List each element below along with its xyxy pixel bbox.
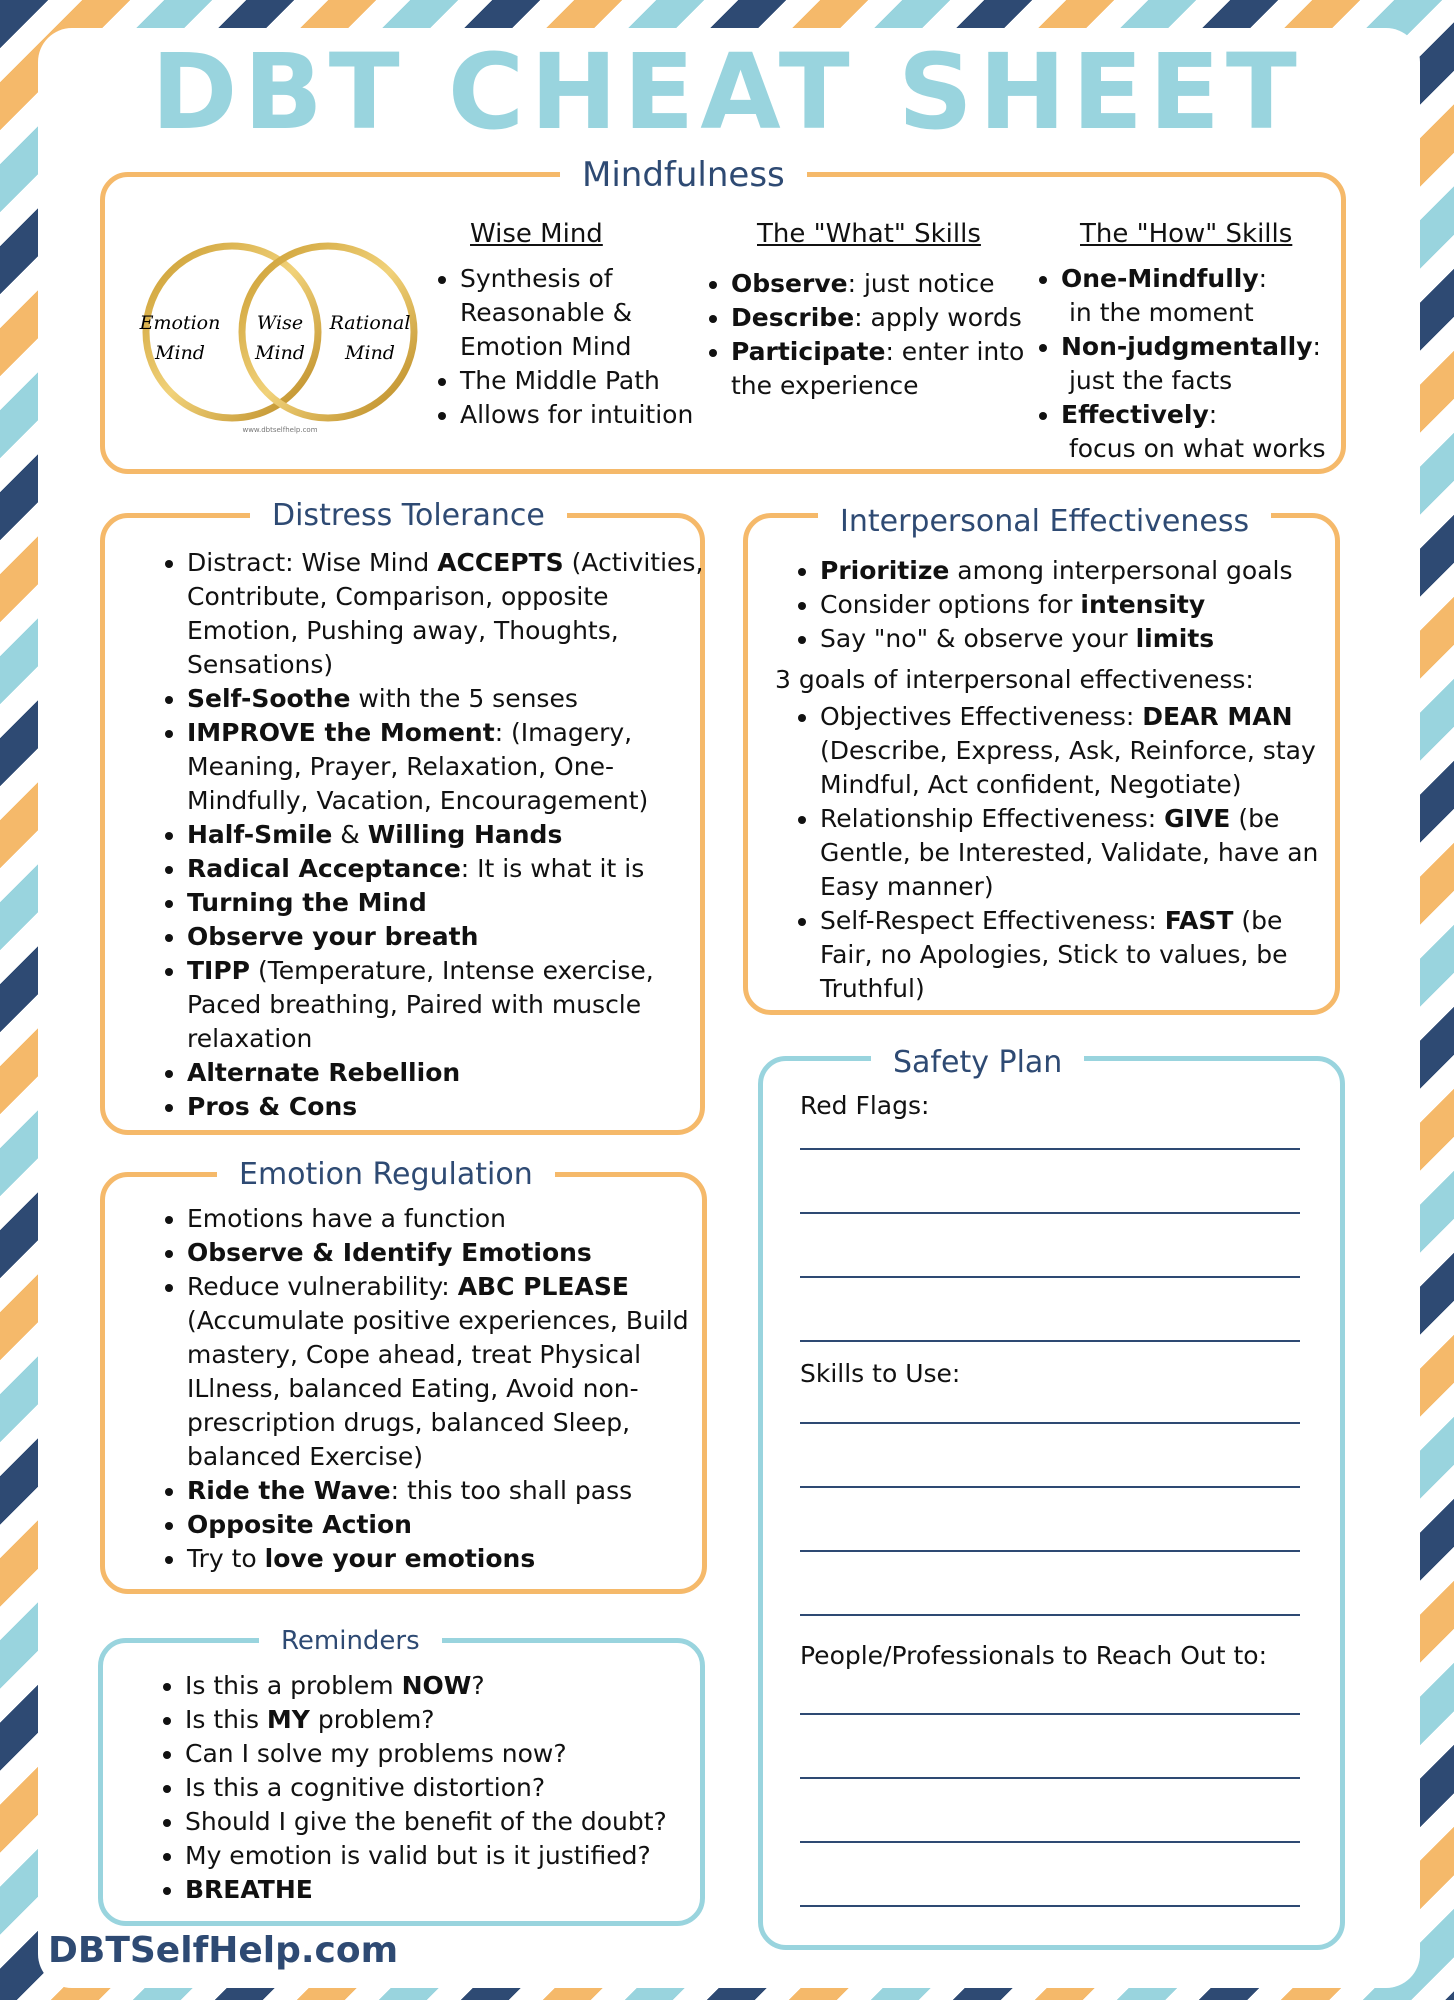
write-line[interactable] (800, 1713, 1300, 1715)
skills-label: Skills to Use: (800, 1359, 961, 1388)
list-item: • Is this a problem NOW? (185, 1669, 715, 1703)
emotion-regulation-box (100, 1157, 707, 1594)
reminders-list (155, 1669, 715, 1907)
list-item: • Participate: enter into the experience (731, 335, 1051, 403)
wise-mind-heading: Wise Mind (470, 219, 603, 249)
people-lines[interactable] (800, 1713, 1300, 1969)
goals-label: 3 goals of interpersonal effectiveness: (775, 665, 1254, 694)
emotion-list (157, 1202, 712, 1576)
venn-middle-2: Mind (255, 342, 305, 364)
list-item: • IMPROVE the Moment: (Imagery, Meaning, Prayer, Relaxation, One-Mindfully, Vacation, Encouragement) (187, 716, 712, 818)
write-line[interactable] (800, 1212, 1300, 1214)
write-line[interactable] (800, 1777, 1300, 1779)
write-line[interactable] (800, 1614, 1300, 1616)
venn-right-2: Mind (345, 342, 395, 364)
people-label: People/Professionals to Reach Out to: (800, 1641, 1268, 1670)
how-skills-list (1031, 262, 1381, 466)
list-item: • Opposite Action (187, 1508, 712, 1542)
list-item: • The Middle Path (460, 364, 760, 398)
wise-mind-venn-icon (135, 237, 425, 437)
list-item: • Effectively: focus on what works (1061, 398, 1381, 466)
red-flags-label: Red Flags: (800, 1091, 930, 1120)
how-skills-heading: The "How" Skills (1080, 219, 1293, 249)
venn-left-1: Emotion (139, 312, 221, 334)
list-item: • Observe & Identify Emotions (187, 1236, 712, 1270)
list-item: • One-Mindfully: in the moment (1061, 262, 1381, 330)
interpersonal-list (790, 554, 1350, 656)
list-item: • Pros & Cons (187, 1090, 712, 1124)
list-item: • Is this MY problem? (185, 1703, 715, 1737)
list-item: • Say "no" & observe your limits (820, 622, 1350, 656)
write-line[interactable] (800, 1148, 1300, 1150)
goals-list (790, 700, 1335, 1006)
list-item: • Can I solve my problems now? (185, 1737, 715, 1771)
write-line[interactable] (800, 1841, 1300, 1843)
list-item: • Ride the Wave: this too shall pass (187, 1474, 712, 1508)
list-item: • Observe: just notice (731, 267, 1051, 301)
write-line[interactable] (800, 1340, 1300, 1342)
list-item: • Half-Smile & Willing Hands (187, 818, 712, 852)
mindfulness-title: Mindfulness (560, 155, 807, 195)
list-item: • Observe your breath (187, 920, 712, 954)
list-item: • Non-judgmentally: just the facts (1061, 330, 1381, 398)
list-item: • Consider options for intensity (820, 588, 1350, 622)
safety-plan-box (758, 1045, 1345, 1950)
interpersonal-title: Interpersonal Effectiveness (818, 502, 1271, 542)
list-item: • Synthesis of Reasonable & Emotion Mind (460, 262, 760, 364)
list-item: • BREATHE (185, 1873, 715, 1907)
list-item: • Objectives Effectiveness: DEAR MAN (Describe, Express, Ask, Reinforce, stay Mindful, Act confident, Negotiate) (820, 700, 1335, 802)
write-line[interactable] (800, 1905, 1300, 1907)
distress-tolerance-title: Distress Tolerance (250, 496, 567, 536)
venn-right-1: Rational (329, 312, 411, 334)
venn-left-2: Mind (155, 342, 205, 364)
list-item: • Allows for intuition (460, 398, 760, 432)
safety-plan-title: Safety Plan (871, 1043, 1084, 1083)
write-line[interactable] (800, 1422, 1300, 1424)
list-item: • Emotions have a function (187, 1202, 712, 1236)
venn-watermark: www.dbtselfhelp.com (242, 426, 318, 434)
list-item: • Reduce vulnerability: ABC PLEASE (Accumulate positive experiences, Build mastery, Cope ahead, treat Physical ILlness, balanced Eating, Avoid non-prescription drugs, balanced Sleep, balanced Exercise) (187, 1270, 712, 1474)
mindfulness-box (100, 155, 1346, 474)
emotion-regulation-title: Emotion Regulation (217, 1155, 555, 1195)
venn-middle-1: Wise (256, 312, 304, 334)
skills-lines[interactable] (800, 1422, 1300, 1678)
list-item: • Alternate Rebellion (187, 1056, 712, 1090)
what-skills-heading: The "What" Skills (757, 219, 981, 249)
what-skills-list (701, 267, 1051, 403)
list-item: • Describe: apply words (731, 301, 1051, 335)
list-item: • Turning the Mind (187, 886, 712, 920)
write-line[interactable] (800, 1486, 1300, 1488)
list-item: • Should I give the benefit of the doubt? (185, 1805, 715, 1839)
list-item: • TIPP (Temperature, Intense exercise, Paced breathing, Paired with muscle relaxation (187, 954, 712, 1056)
list-item: • Self-Soothe with the 5 senses (187, 682, 712, 716)
reminders-title: Reminders (259, 1621, 442, 1661)
distress-list (157, 546, 712, 1124)
interpersonal-box (743, 504, 1340, 1015)
list-item: • My emotion is valid but is it justified? (185, 1839, 715, 1873)
list-item: • Prioritize among interpersonal goals (820, 554, 1350, 588)
site-url[interactable]: DBTSelfHelp.com (48, 1930, 399, 1971)
reminders-box (98, 1626, 705, 1926)
write-line[interactable] (800, 1550, 1300, 1552)
list-item: • Distract: Wise Mind ACCEPTS (Activities, Contribute, Comparison, opposite Emotion, Pushing away, Thoughts, Sensations) (187, 546, 712, 682)
list-item: • Relationship Effectiveness: GIVE (be Gentle, be Interested, Validate, have an Easy manner) (820, 802, 1335, 904)
page-title: DBT CHEAT SHEET (151, 31, 1303, 153)
list-item: • Self-Respect Effectiveness: FAST (be Fair, no Apologies, Stick to values, be Truthful) (820, 904, 1335, 1006)
write-line[interactable] (800, 1276, 1300, 1278)
distress-tolerance-box (100, 498, 705, 1135)
list-item: • Is this a cognitive distortion? (185, 1771, 715, 1805)
list-item: • Try to love your emotions (187, 1542, 712, 1576)
list-item: • Radical Acceptance: It is what it is (187, 852, 712, 886)
